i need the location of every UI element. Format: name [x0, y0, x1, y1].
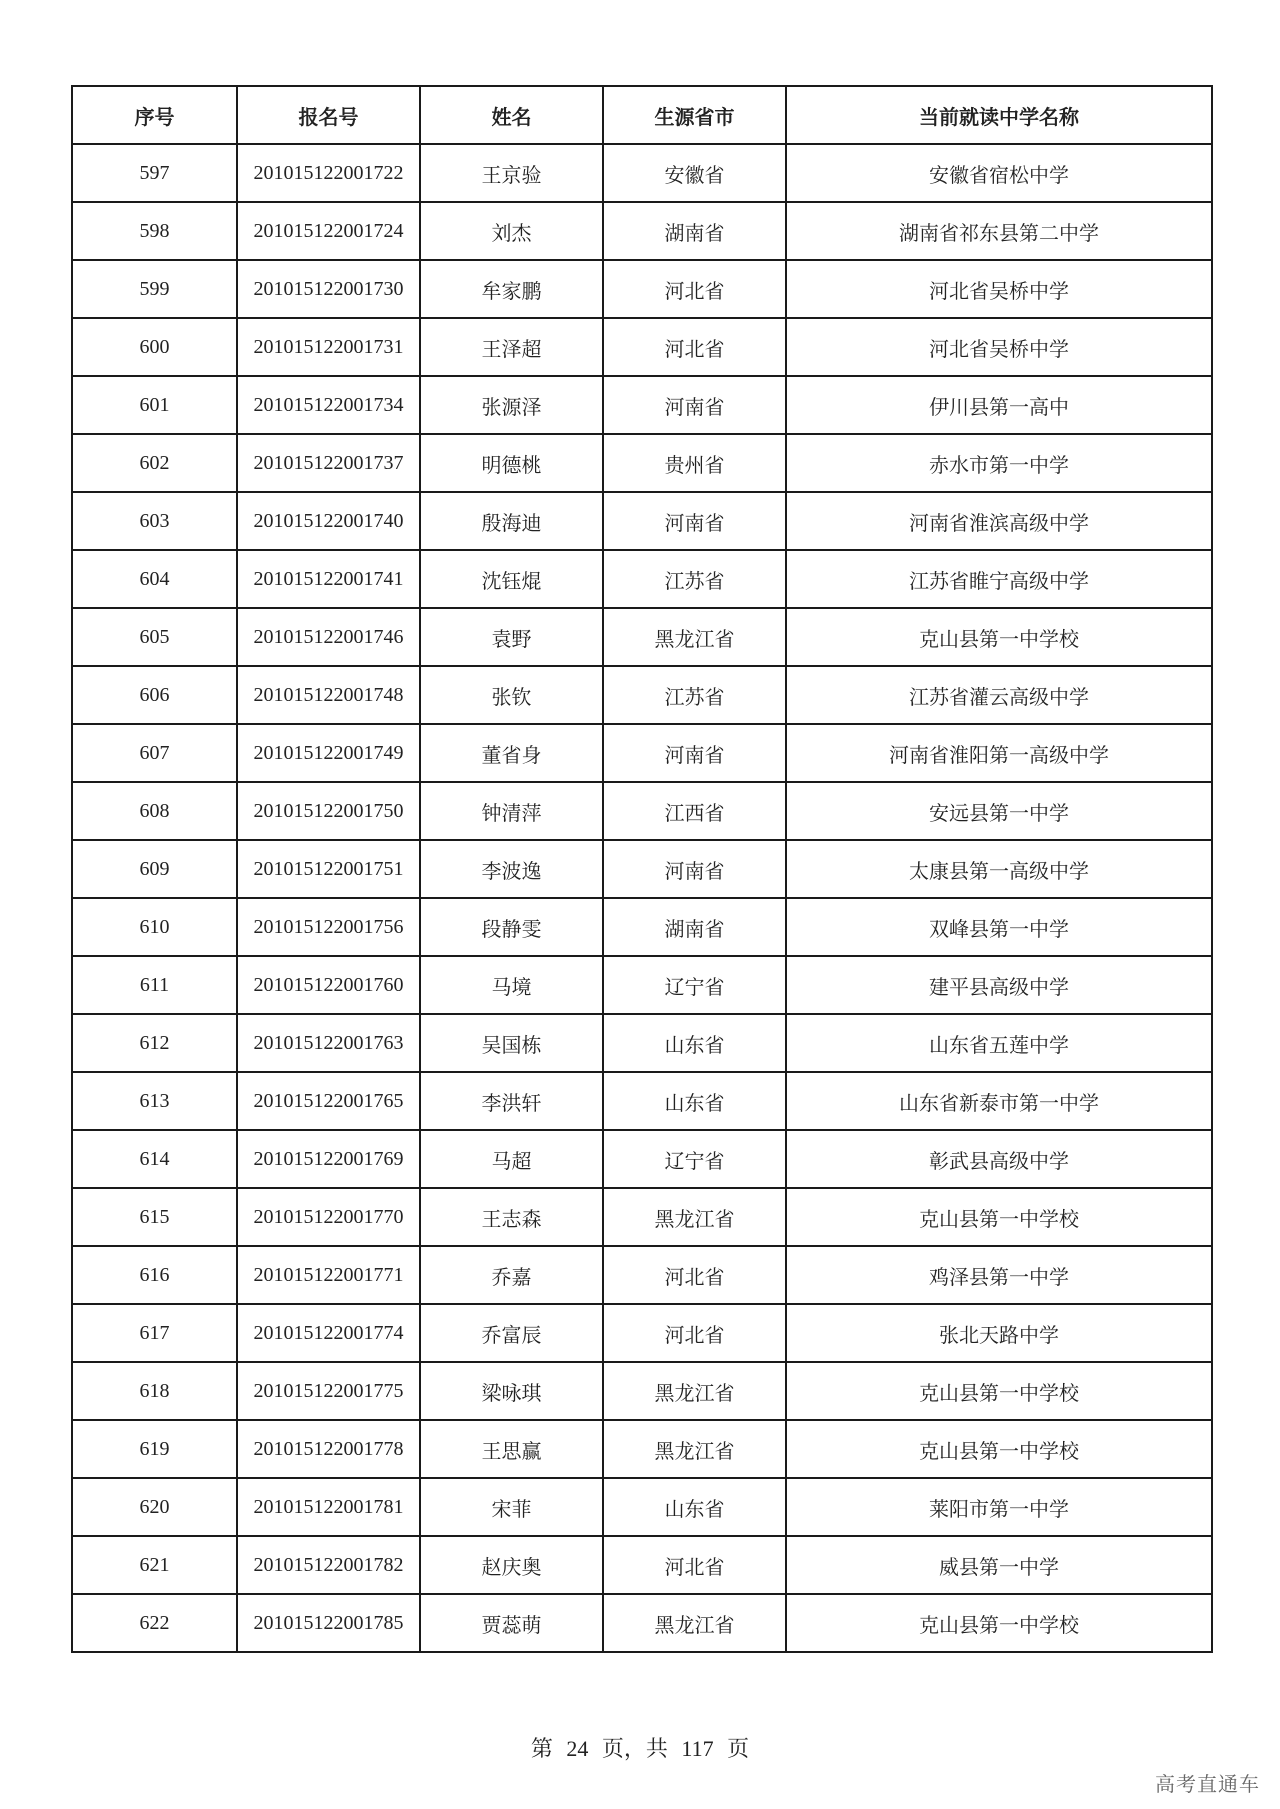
cell-registration-no: 201015122001781 — [237, 1478, 420, 1536]
cell-name: 宋菲 — [420, 1478, 603, 1536]
cell-school: 克山县第一中学校 — [786, 1362, 1212, 1420]
cell-registration-no: 201015122001724 — [237, 202, 420, 260]
cell-name: 牟家鹏 — [420, 260, 603, 318]
cell-province: 江苏省 — [603, 550, 786, 608]
cell-province: 河北省 — [603, 1246, 786, 1304]
cell-seq: 607 — [72, 724, 237, 782]
table-row — [72, 1478, 1212, 1536]
footer-total-pages: 117 — [681, 1736, 714, 1761]
cell-school: 伊川县第一高中 — [786, 376, 1212, 434]
table-row — [72, 1362, 1212, 1420]
cell-registration-no: 201015122001731 — [237, 318, 420, 376]
cell-seq: 619 — [72, 1420, 237, 1478]
cell-name: 王泽超 — [420, 318, 603, 376]
cell-school: 双峰县第一中学 — [786, 898, 1212, 956]
cell-registration-no: 201015122001774 — [237, 1304, 420, 1362]
cell-registration-no: 201015122001740 — [237, 492, 420, 550]
header-name: 姓名 — [420, 86, 603, 144]
table-row — [72, 1536, 1212, 1594]
table-row — [72, 144, 1212, 202]
cell-seq: 621 — [72, 1536, 237, 1594]
footer-total-unit: 页 — [727, 1736, 750, 1761]
results-table-container — [71, 85, 1211, 1653]
cell-name: 马超 — [420, 1130, 603, 1188]
cell-school: 湖南省祁东县第二中学 — [786, 202, 1212, 260]
cell-registration-no: 201015122001785 — [237, 1594, 420, 1652]
cell-province: 河南省 — [603, 492, 786, 550]
table-row — [72, 840, 1212, 898]
cell-seq: 608 — [72, 782, 237, 840]
cell-registration-no: 201015122001746 — [237, 608, 420, 666]
cell-province: 黑龙江省 — [603, 608, 786, 666]
cell-province: 河南省 — [603, 376, 786, 434]
cell-seq: 600 — [72, 318, 237, 376]
cell-name: 明德桃 — [420, 434, 603, 492]
cell-seq: 599 — [72, 260, 237, 318]
header-province: 生源省市 — [603, 86, 786, 144]
cell-province: 湖南省 — [603, 202, 786, 260]
cell-province: 河北省 — [603, 1304, 786, 1362]
cell-province: 河南省 — [603, 840, 786, 898]
cell-name: 王思赢 — [420, 1420, 603, 1478]
cell-seq: 602 — [72, 434, 237, 492]
cell-seq: 606 — [72, 666, 237, 724]
cell-school: 河北省吴桥中学 — [786, 260, 1212, 318]
cell-seq: 614 — [72, 1130, 237, 1188]
cell-seq: 605 — [72, 608, 237, 666]
cell-seq: 622 — [72, 1594, 237, 1652]
cell-name: 王京验 — [420, 144, 603, 202]
table-row — [72, 724, 1212, 782]
cell-name: 张钦 — [420, 666, 603, 724]
cell-school: 江苏省睢宁高级中学 — [786, 550, 1212, 608]
cell-school: 建平县高级中学 — [786, 956, 1212, 1014]
cell-province: 辽宁省 — [603, 956, 786, 1014]
table-row — [72, 492, 1212, 550]
cell-school: 安远县第一中学 — [786, 782, 1212, 840]
cell-registration-no: 201015122001722 — [237, 144, 420, 202]
cell-school: 克山县第一中学校 — [786, 1594, 1212, 1652]
cell-registration-no: 201015122001734 — [237, 376, 420, 434]
table-row — [72, 1246, 1212, 1304]
cell-name: 钟清萍 — [420, 782, 603, 840]
table-row — [72, 1072, 1212, 1130]
cell-name: 王志森 — [420, 1188, 603, 1246]
cell-province: 湖南省 — [603, 898, 786, 956]
cell-name: 刘杰 — [420, 202, 603, 260]
cell-school: 太康县第一高级中学 — [786, 840, 1212, 898]
cell-name: 沈钰焜 — [420, 550, 603, 608]
table-row — [72, 1014, 1212, 1072]
cell-seq: 597 — [72, 144, 237, 202]
table-body — [72, 144, 1212, 1652]
cell-registration-no: 201015122001741 — [237, 550, 420, 608]
cell-school: 山东省新泰市第一中学 — [786, 1072, 1212, 1130]
cell-school: 克山县第一中学校 — [786, 1188, 1212, 1246]
table-row — [72, 434, 1212, 492]
cell-province: 河北省 — [603, 318, 786, 376]
cell-seq: 615 — [72, 1188, 237, 1246]
cell-registration-no: 201015122001769 — [237, 1130, 420, 1188]
cell-province: 山东省 — [603, 1072, 786, 1130]
cell-school: 江苏省灌云高级中学 — [786, 666, 1212, 724]
cell-registration-no: 201015122001763 — [237, 1014, 420, 1072]
cell-registration-no: 201015122001775 — [237, 1362, 420, 1420]
table-row — [72, 1130, 1212, 1188]
footer-page-number: 24 — [566, 1736, 589, 1761]
cell-registration-no: 201015122001749 — [237, 724, 420, 782]
header-registration-no: 报名号 — [237, 86, 420, 144]
table-row — [72, 376, 1212, 434]
cell-seq: 612 — [72, 1014, 237, 1072]
cell-school: 河南省淮滨高级中学 — [786, 492, 1212, 550]
table-row — [72, 666, 1212, 724]
cell-seq: 616 — [72, 1246, 237, 1304]
cell-seq: 604 — [72, 550, 237, 608]
cell-school: 山东省五莲中学 — [786, 1014, 1212, 1072]
cell-seq: 613 — [72, 1072, 237, 1130]
cell-registration-no: 201015122001737 — [237, 434, 420, 492]
cell-province: 江苏省 — [603, 666, 786, 724]
cell-registration-no: 201015122001782 — [237, 1536, 420, 1594]
cell-seq: 611 — [72, 956, 237, 1014]
cell-school: 克山县第一中学校 — [786, 1420, 1212, 1478]
table-row — [72, 202, 1212, 260]
cell-seq: 610 — [72, 898, 237, 956]
cell-seq: 598 — [72, 202, 237, 260]
footer-prefix: 第 — [530, 1736, 553, 1761]
cell-name: 梁咏琪 — [420, 1362, 603, 1420]
cell-registration-no: 201015122001778 — [237, 1420, 420, 1478]
cell-name: 赵庆奥 — [420, 1536, 603, 1594]
cell-name: 张源泽 — [420, 376, 603, 434]
cell-name: 贾蕊萌 — [420, 1594, 603, 1652]
cell-province: 黑龙江省 — [603, 1188, 786, 1246]
table-row — [72, 608, 1212, 666]
cell-province: 山东省 — [603, 1014, 786, 1072]
cell-school: 克山县第一中学校 — [786, 608, 1212, 666]
cell-name: 乔富辰 — [420, 1304, 603, 1362]
cell-school: 河南省淮阳第一高级中学 — [786, 724, 1212, 782]
table-header-row — [72, 86, 1212, 144]
cell-name: 李波逸 — [420, 840, 603, 898]
cell-name: 马境 — [420, 956, 603, 1014]
cell-name: 殷海迪 — [420, 492, 603, 550]
table-row — [72, 956, 1212, 1014]
cell-province: 山东省 — [603, 1478, 786, 1536]
cell-name: 吴国栋 — [420, 1014, 603, 1072]
header-seq: 序号 — [72, 86, 237, 144]
table-row — [72, 1594, 1212, 1652]
cell-registration-no: 201015122001771 — [237, 1246, 420, 1304]
cell-seq: 603 — [72, 492, 237, 550]
table-row — [72, 898, 1212, 956]
cell-school: 安徽省宿松中学 — [786, 144, 1212, 202]
cell-registration-no: 201015122001765 — [237, 1072, 420, 1130]
footer-page-unit: 页，共 — [601, 1736, 668, 1761]
cell-school: 莱阳市第一中学 — [786, 1478, 1212, 1536]
cell-registration-no: 201015122001760 — [237, 956, 420, 1014]
cell-school: 鸡泽县第一中学 — [786, 1246, 1212, 1304]
cell-province: 河北省 — [603, 1536, 786, 1594]
cell-registration-no: 201015122001730 — [237, 260, 420, 318]
cell-seq: 617 — [72, 1304, 237, 1362]
cell-registration-no: 201015122001770 — [237, 1188, 420, 1246]
cell-registration-no: 201015122001756 — [237, 898, 420, 956]
results-table — [71, 85, 1213, 1653]
cell-seq: 609 — [72, 840, 237, 898]
cell-province: 贵州省 — [603, 434, 786, 492]
cell-name: 段静雯 — [420, 898, 603, 956]
cell-seq: 620 — [72, 1478, 237, 1536]
cell-school: 河北省吴桥中学 — [786, 318, 1212, 376]
table-row — [72, 550, 1212, 608]
cell-province: 河北省 — [603, 260, 786, 318]
cell-seq: 618 — [72, 1362, 237, 1420]
table-row — [72, 782, 1212, 840]
cell-name: 袁野 — [420, 608, 603, 666]
table-row — [72, 260, 1212, 318]
cell-province: 江西省 — [603, 782, 786, 840]
table-row — [72, 1304, 1212, 1362]
cell-name: 乔嘉 — [420, 1246, 603, 1304]
table-row — [72, 1420, 1212, 1478]
watermark: 高考直通车 — [1155, 1772, 1260, 1796]
cell-school: 赤水市第一中学 — [786, 434, 1212, 492]
cell-province: 辽宁省 — [603, 1130, 786, 1188]
cell-province: 黑龙江省 — [603, 1362, 786, 1420]
table-row — [72, 1188, 1212, 1246]
cell-name: 董省身 — [420, 724, 603, 782]
table-row — [72, 318, 1212, 376]
cell-registration-no: 201015122001748 — [237, 666, 420, 724]
cell-province: 河南省 — [603, 724, 786, 782]
cell-name: 李洪轩 — [420, 1072, 603, 1130]
cell-school: 彰武县高级中学 — [786, 1130, 1212, 1188]
cell-school: 威县第一中学 — [786, 1536, 1212, 1594]
cell-registration-no: 201015122001750 — [237, 782, 420, 840]
cell-province: 黑龙江省 — [603, 1594, 786, 1652]
cell-province: 黑龙江省 — [603, 1420, 786, 1478]
header-school: 当前就读中学名称 — [786, 86, 1212, 144]
cell-province: 安徽省 — [603, 144, 786, 202]
cell-school: 张北天路中学 — [786, 1304, 1212, 1362]
page-footer — [0, 1732, 1280, 1763]
cell-registration-no: 201015122001751 — [237, 840, 420, 898]
cell-seq: 601 — [72, 376, 237, 434]
